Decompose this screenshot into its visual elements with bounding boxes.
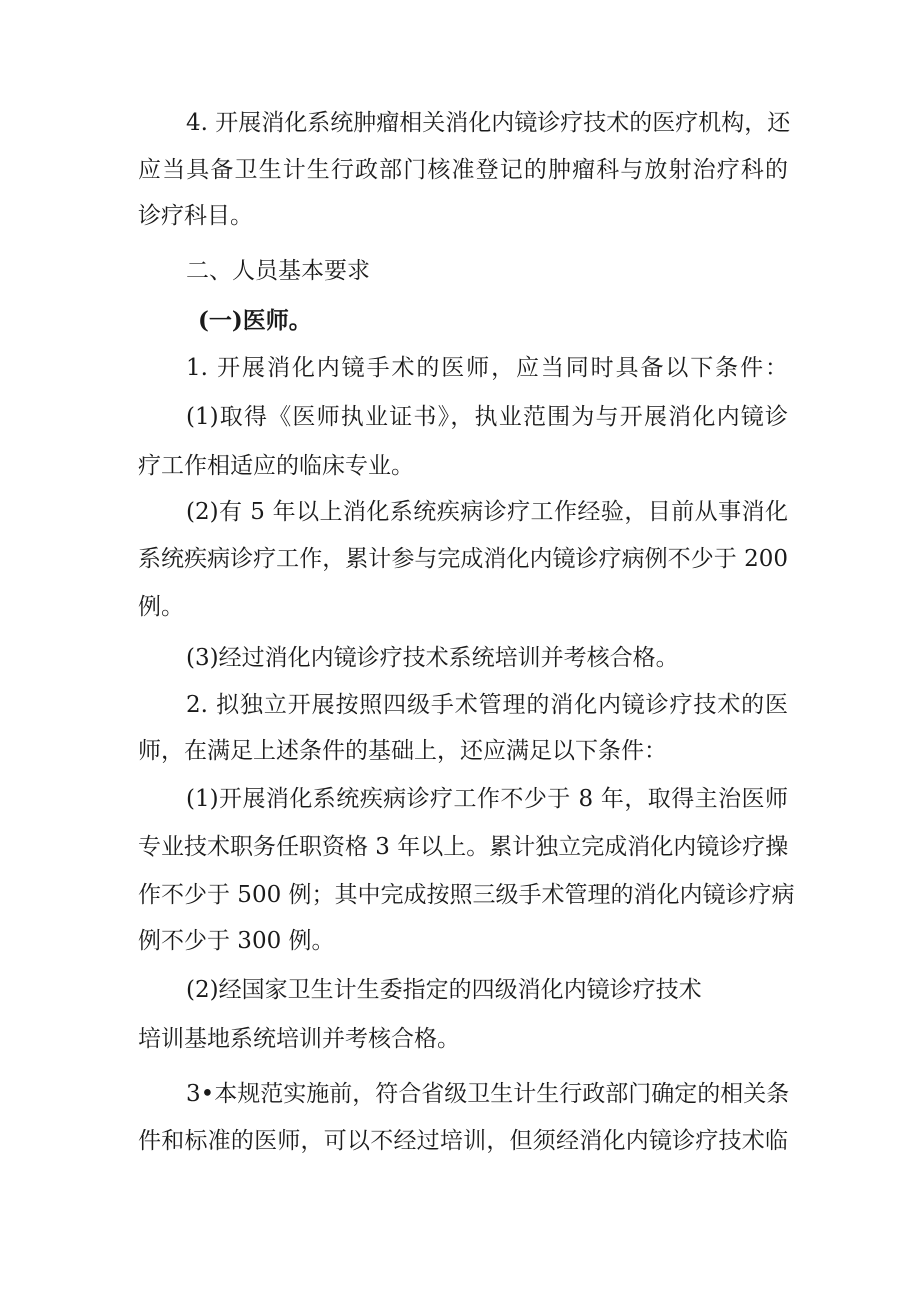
paragraph-line: (2)有 5 年以上消化系统疾病诊疗工作经验，目前从事消化 — [186, 499, 788, 525]
section-heading: 二、人员基本要求 — [186, 258, 370, 284]
paragraph-line: 例。 — [138, 594, 184, 620]
paragraph-line: 系统疾病诊疗工作，累计参与完成消化内镜诊疗病例不少于 200 — [138, 546, 788, 572]
paragraph-line: 件和标准的医师，可以不经过培训，但须经消化内镜诊疗技术临 — [138, 1128, 788, 1154]
paragraph-line: 2. 拟独立开展按照四级手术管理的消化内镜诊疗技术的医 — [186, 692, 788, 718]
paragraph-line: 疗工作相适应的临床专业。 — [138, 453, 414, 479]
paragraph-line: (3)经过消化内镜诊疗技术系统培训并考核合格。 — [186, 645, 679, 671]
paragraph-line: (1)开展消化系统疾病诊疗工作不少于 8 年，取得主治医师 — [186, 786, 788, 812]
paragraph-line: 1. 开展消化内镜手术的医师，应当同时具备以下条件： — [186, 355, 788, 381]
paragraph-line: 师，在满足上述条件的基础上，还应满足以下条件： — [138, 738, 667, 764]
paragraph-line: 3•本规范实施前，符合省级卫生计生行政部门确定的相关条 — [186, 1081, 790, 1107]
paragraph-line: 培训基地系统培训并考核合格。 — [138, 1026, 460, 1052]
paragraph-line: 例不少于 300 例。 — [138, 928, 335, 954]
paragraph-line: 专业技术职务任职资格 3 年以上。累计独立完成消化内镜诊疗操 — [138, 834, 789, 860]
paragraph-line: 4. 开展消化系统肿瘤相关消化内镜诊疗技术的医疗机构，还 — [186, 110, 791, 136]
paragraph-line: 应当具备卫生计生行政部门核准登记的肿瘤科与放射治疗科的 — [138, 157, 788, 183]
paragraph-line: (1)取得《医师执业证书》，执业范围为与开展消化内镜诊 — [186, 404, 788, 430]
paragraph-line: 作不少于 500 例；其中完成按照三级手术管理的消化内镜诊疗病 — [138, 882, 795, 908]
subsection-heading: (一)医师。 — [198, 307, 312, 334]
paragraph-line: (2)经国家卫生计生委指定的四级消化内镜诊疗技术 — [186, 977, 702, 1003]
paragraph-line: 诊疗科目。 — [138, 203, 253, 229]
